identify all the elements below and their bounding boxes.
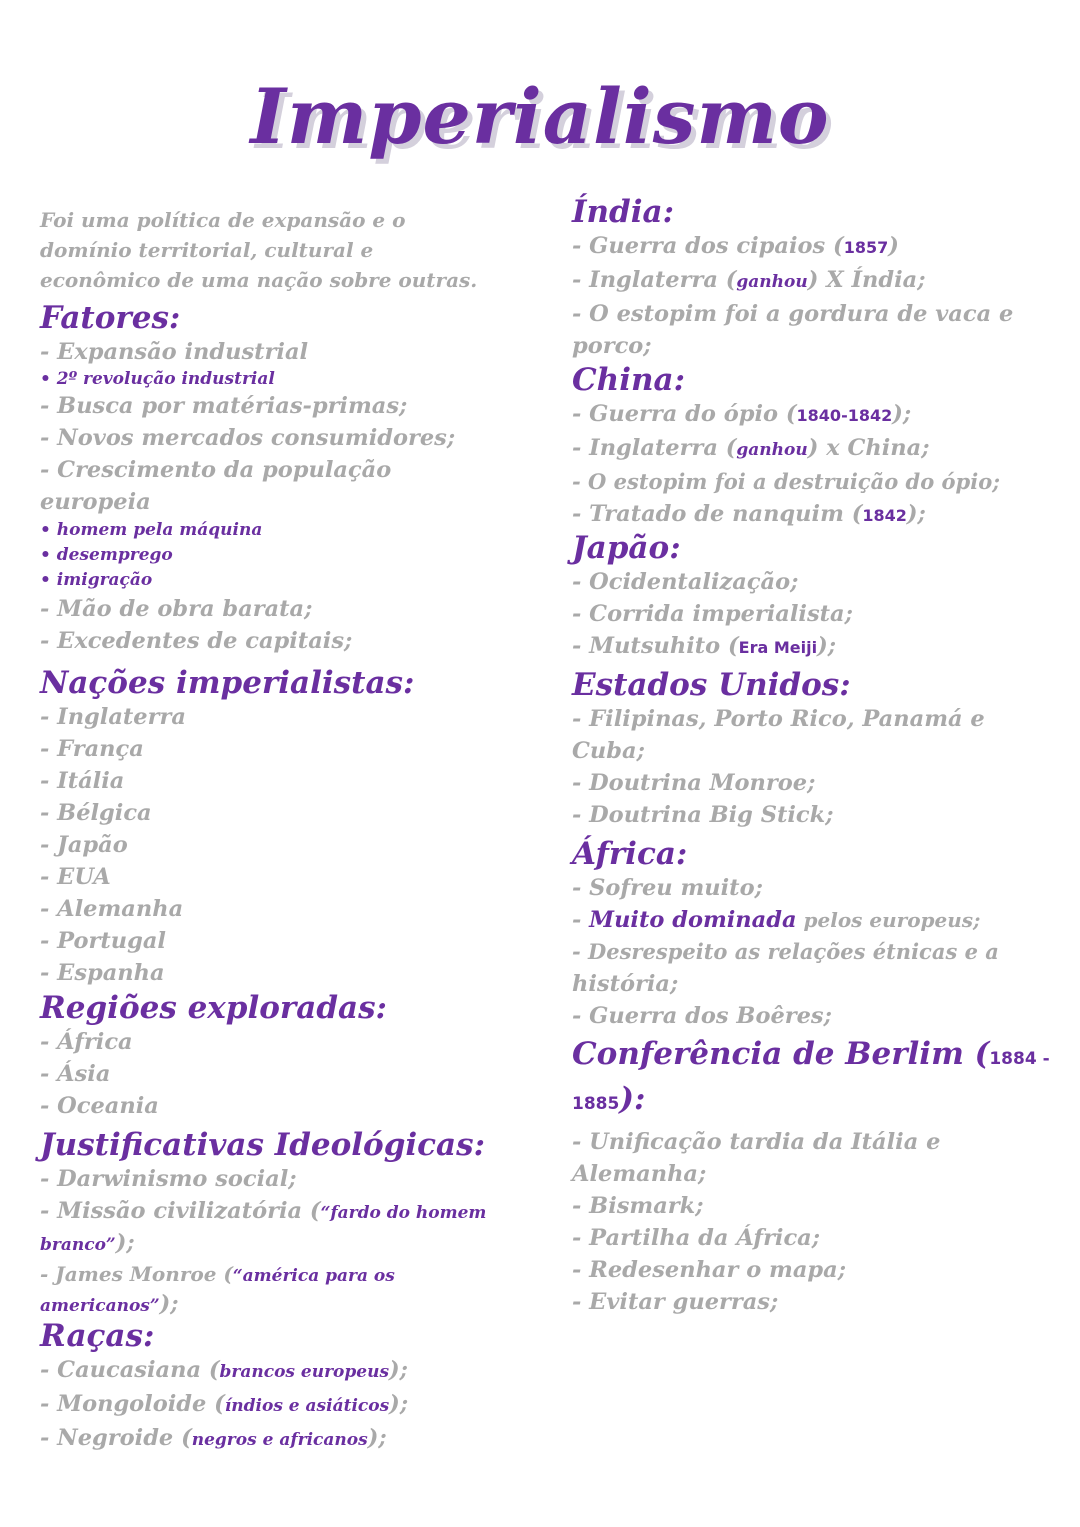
highlight: negros e africanos bbox=[191, 1430, 368, 1450]
list-item: - Caucasiana (brancos europeus); bbox=[40, 1357, 408, 1383]
list-item-continued: Cuba; bbox=[572, 738, 645, 764]
section-heading: África: bbox=[572, 836, 688, 872]
list-item: - Bélgica bbox=[40, 800, 152, 826]
list-item: - Redesenhar o mapa; bbox=[572, 1257, 847, 1283]
highlight-year: 1857 bbox=[843, 238, 889, 257]
section-india bbox=[572, 194, 1042, 362]
section-heading-continued: 1885): bbox=[572, 1081, 646, 1117]
list-item: - Filipinas, Porto Rico, Panamá e bbox=[572, 706, 985, 732]
section-heading: Regiões exploradas: bbox=[40, 990, 387, 1026]
list-item: - Sofreu muito; bbox=[572, 875, 763, 901]
list-item-continued: americanos”); bbox=[40, 1291, 179, 1317]
section-heading: Fatores: bbox=[40, 300, 181, 336]
page-title: Imperialismo bbox=[250, 72, 830, 161]
list-item: - Corrida imperialista; bbox=[572, 601, 853, 627]
list-item: - Mutsuhito (Era Meiji); bbox=[572, 633, 837, 659]
highlight: brancos europeus bbox=[219, 1362, 390, 1382]
list-item-continued: branco”); bbox=[40, 1230, 135, 1256]
list-item: - Darwinismo social; bbox=[40, 1166, 297, 1192]
list-item: - Excedentes de capitais; bbox=[40, 628, 353, 654]
list-item: - Bismark; bbox=[572, 1193, 704, 1219]
list-item: - Mão de obra barata; bbox=[40, 596, 313, 622]
list-item: - Alemanha bbox=[40, 896, 184, 922]
section-heading: Índia: bbox=[572, 194, 675, 230]
section-heading: Nações imperialistas: bbox=[40, 665, 415, 701]
section-heading: Raças: bbox=[40, 1318, 155, 1354]
list-item: - Expansão industrial bbox=[40, 339, 309, 365]
intro-line: domínio territorial, cultural e bbox=[40, 238, 374, 262]
list-item: - Negroide (negros e africanos); bbox=[40, 1425, 387, 1451]
section-nacoes bbox=[40, 665, 540, 989]
list-item: - Ásia bbox=[40, 1061, 111, 1087]
list-item: - Japão bbox=[40, 832, 128, 858]
list-item-continued: Alemanha; bbox=[572, 1161, 707, 1187]
section-africa bbox=[572, 836, 1042, 1032]
sub-item: • desemprego bbox=[40, 545, 173, 565]
list-item-continued: europeia bbox=[40, 489, 151, 515]
list-item: - Partilha da África; bbox=[572, 1225, 821, 1251]
section-estados-unidos bbox=[572, 667, 1042, 831]
list-item: - Inglaterra (ganhou) x China; bbox=[572, 435, 930, 461]
sub-item: • homem pela máquina bbox=[40, 520, 263, 540]
list-item: - Evitar guerras; bbox=[572, 1289, 779, 1315]
list-item: - James Monroe (“américa para os bbox=[40, 1262, 395, 1286]
highlight: branco” bbox=[40, 1235, 116, 1255]
section-heading: Conferência de Berlim (1884 - bbox=[572, 1036, 1050, 1072]
list-item: - Guerra dos Boêres; bbox=[572, 1003, 832, 1029]
list-item: - Muito dominada pelos europeus; bbox=[572, 907, 981, 933]
list-item: - Itália bbox=[40, 768, 125, 794]
list-item: - Doutrina Monroe; bbox=[572, 770, 816, 796]
section-conferencia-berlim bbox=[572, 1036, 1050, 1318]
list-item: - Guerra do ópio (1840-1842); bbox=[572, 401, 912, 427]
list-item: - Ocidentalização; bbox=[572, 569, 799, 595]
section-heading: China: bbox=[572, 362, 686, 398]
section-racas bbox=[40, 1318, 540, 1456]
highlight: ganhou bbox=[736, 272, 808, 292]
list-item: - Oceania bbox=[40, 1093, 159, 1119]
intro-paragraph bbox=[40, 205, 540, 295]
section-heading: Justificativas Ideológicas: bbox=[40, 1127, 486, 1163]
list-item: - Inglaterra bbox=[40, 704, 186, 730]
list-item: - Doutrina Big Stick; bbox=[572, 802, 834, 828]
highlight: ganhou bbox=[736, 440, 808, 460]
list-item: - Inglaterra (ganhou) X Índia; bbox=[572, 267, 926, 293]
list-item: - O estopim foi a destruição do ópio; bbox=[572, 469, 1000, 494]
heading-year: 1885 bbox=[572, 1094, 620, 1114]
heading-year: 1884 - bbox=[989, 1049, 1050, 1069]
list-item: - França bbox=[40, 736, 144, 762]
section-heading: Japão: bbox=[572, 530, 681, 566]
section-china bbox=[572, 362, 1042, 532]
list-item-continued: porco; bbox=[572, 333, 652, 359]
list-item: - Mongoloide (índios e asiáticos); bbox=[40, 1391, 409, 1417]
highlight-year: 1840-1842 bbox=[796, 406, 893, 425]
list-item: - Portugal bbox=[40, 928, 166, 954]
highlight-year: 1842 bbox=[862, 506, 907, 525]
sub-item: • 2º revolução industrial bbox=[40, 369, 275, 389]
highlight: “fardo do homem bbox=[320, 1203, 487, 1223]
highlight: “américa para os bbox=[232, 1266, 395, 1286]
section-japao bbox=[572, 530, 1042, 664]
highlight: índios e asiáticos bbox=[224, 1396, 390, 1416]
sub-item: • imigração bbox=[40, 570, 153, 590]
list-item: - O estopim foi a gordura de vaca e bbox=[572, 301, 1014, 327]
section-justificativas bbox=[40, 1127, 540, 1319]
list-item: - Espanha bbox=[40, 960, 165, 986]
list-item: - Busca por matérias-primas; bbox=[40, 393, 408, 419]
list-item: - Desrespeito as relações étnicas e a bbox=[572, 939, 999, 964]
intro-line: econômico de uma nação sobre outras. bbox=[40, 268, 478, 292]
list-item: - Novos mercados consumidores; bbox=[40, 425, 456, 451]
intro-line: Foi uma política de expansão e o bbox=[40, 208, 406, 232]
section-fatores bbox=[40, 300, 540, 657]
list-item: - Unificação tardia da Itália e bbox=[572, 1129, 941, 1155]
highlight: Era Meiji bbox=[738, 638, 818, 657]
list-item: - África bbox=[40, 1029, 133, 1055]
list-item: - Tratado de nanquim (1842); bbox=[572, 501, 926, 527]
highlight: Muito dominada bbox=[589, 907, 797, 933]
section-regioes bbox=[40, 990, 540, 1122]
list-item: - Missão civilizatória (“fardo do homem bbox=[40, 1198, 487, 1224]
section-heading: Estados Unidos: bbox=[572, 667, 851, 703]
list-item: - EUA bbox=[40, 864, 111, 890]
list-item-continued: história; bbox=[572, 971, 679, 997]
list-item: - Crescimento da população bbox=[40, 457, 392, 483]
list-item: - Guerra dos cipaios (1857) bbox=[572, 233, 899, 259]
highlight: americanos” bbox=[40, 1296, 160, 1316]
